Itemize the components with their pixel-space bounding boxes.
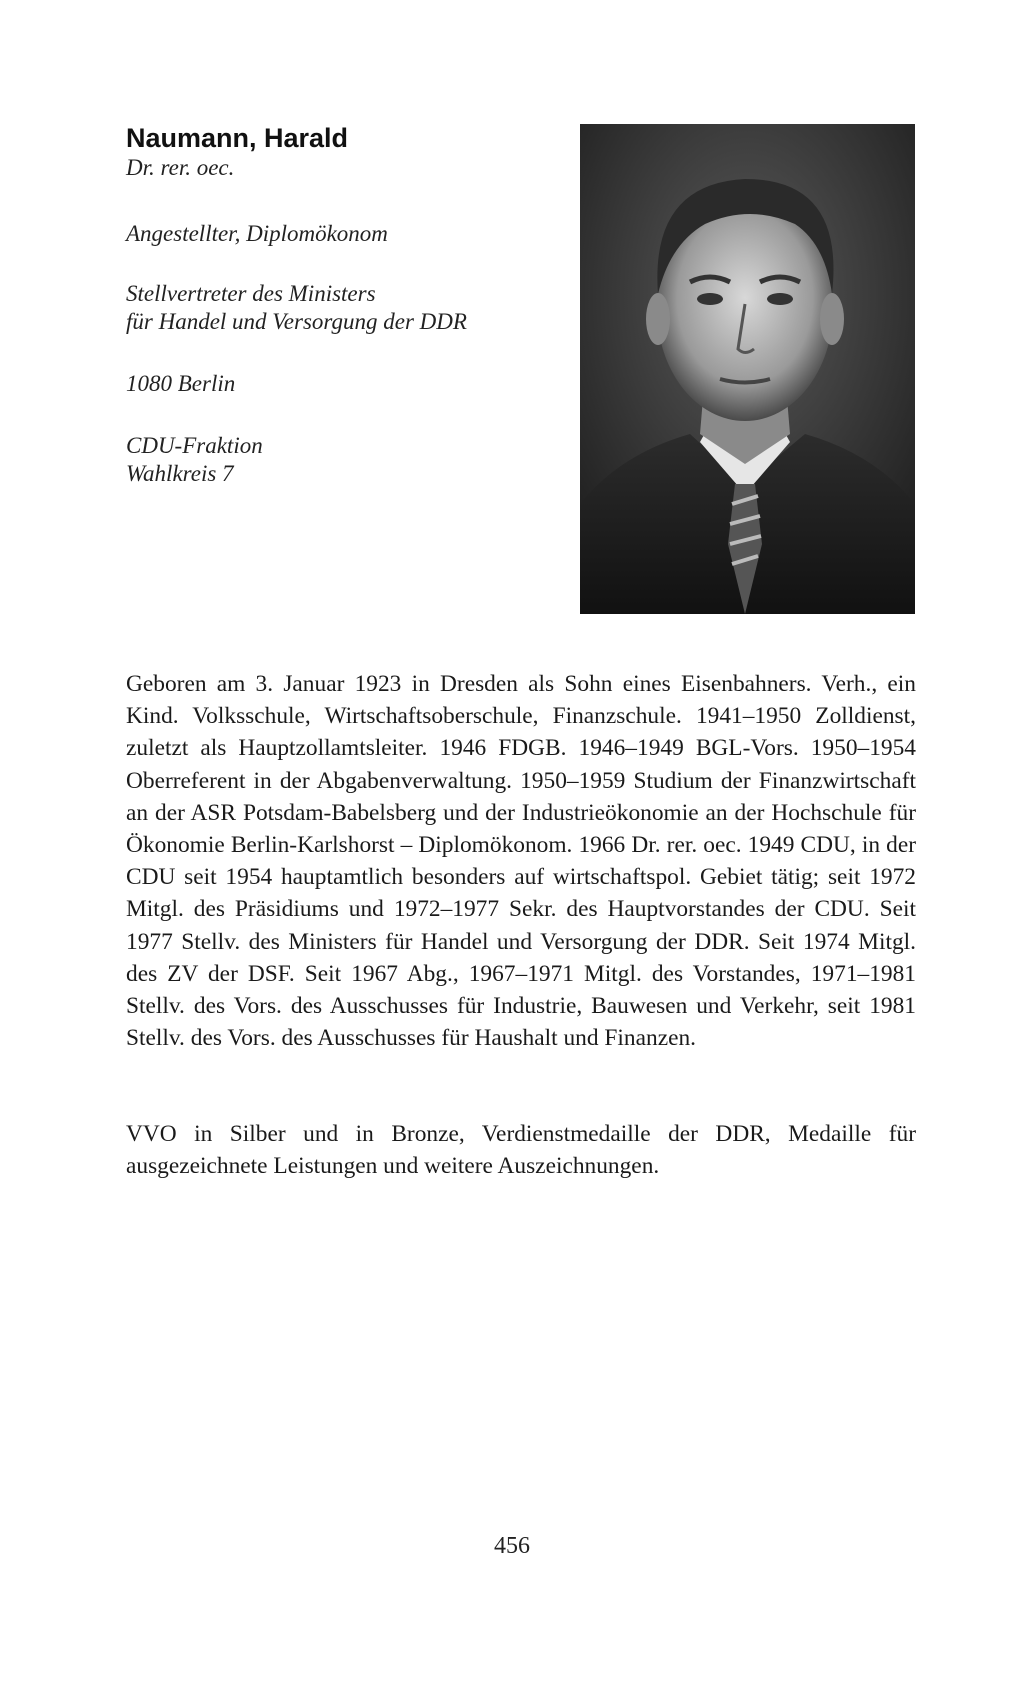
faction-block bbox=[126, 432, 566, 488]
awards-text: VVO in Silber und in Bronze, Verdienstmedaille der DDR, Medaille für ausgezeichnete Leistungen und weitere Auszeichnungen. bbox=[126, 1121, 916, 1180]
city-text: 1080 Berlin bbox=[126, 371, 236, 396]
portrait-illustration bbox=[580, 124, 915, 614]
position-block bbox=[126, 280, 566, 336]
academic-title: Dr. rer. oec. bbox=[126, 155, 235, 180]
position-line-2: für Handel und Versorgung der DDR bbox=[126, 309, 467, 334]
city-block bbox=[126, 370, 566, 398]
faction-text: CDU-Fraktion bbox=[126, 433, 263, 458]
person-name: Naumann, Harald bbox=[126, 123, 349, 153]
biography-text: Geboren am 3. Januar 1923 in Dresden als Sohn eines Eisenbahners. Verh., ein Kind. Volksschule, Wirtschaftsoberschule, Finanzschule. 1941–1950 Zolldienst, zuletzt als Hauptzollamtsleiter. 1946 FDGB. 1946–1949 BGL-Vors. 1950–1954 Oberreferent in der Abgabenverwaltung. 1950–1959 Studium der Finanzwirtschaft an der ASR Potsdam-Babelsberg und der Industrieökonomie an der Hochschule für Ökonomie Berlin-Karlshorst – Diplomökonom. 1966 Dr. rer. oec. 1949 CDU, in der CDU seit 1954 hauptamtlich besonders auf wirtschaftspol. Gebiet tätig; seit 1972 Mitgl. des Präsidiums und 1972–1977 Sekr. des Hauptvorstandes der CDU. Seit 1977 Stellv. des Ministers für Handel und Versorgung der DDR. Seit 1974 Mitgl. des ZV der DSF. Seit 1967 Abg., 1967–1971 Mitgl. des Vorstandes, 1971–1981 Stellv. des Vors. des Ausschusses für Industrie, Bauwesen und Verkehr, seit 1981 Stellv. des Vors. des Ausschusses für Haushalt und Finanzen. bbox=[126, 671, 916, 1052]
position-line-1: Stellvertreter des Ministers bbox=[126, 281, 376, 306]
page-number: 456 bbox=[494, 1533, 530, 1559]
entry-header bbox=[126, 122, 566, 486]
portrait-photo bbox=[580, 124, 915, 614]
constituency-text: Wahlkreis 7 bbox=[126, 461, 234, 486]
occupation-block bbox=[126, 220, 566, 248]
occupation-text: Angestellter, Diplomökonom bbox=[126, 221, 388, 246]
